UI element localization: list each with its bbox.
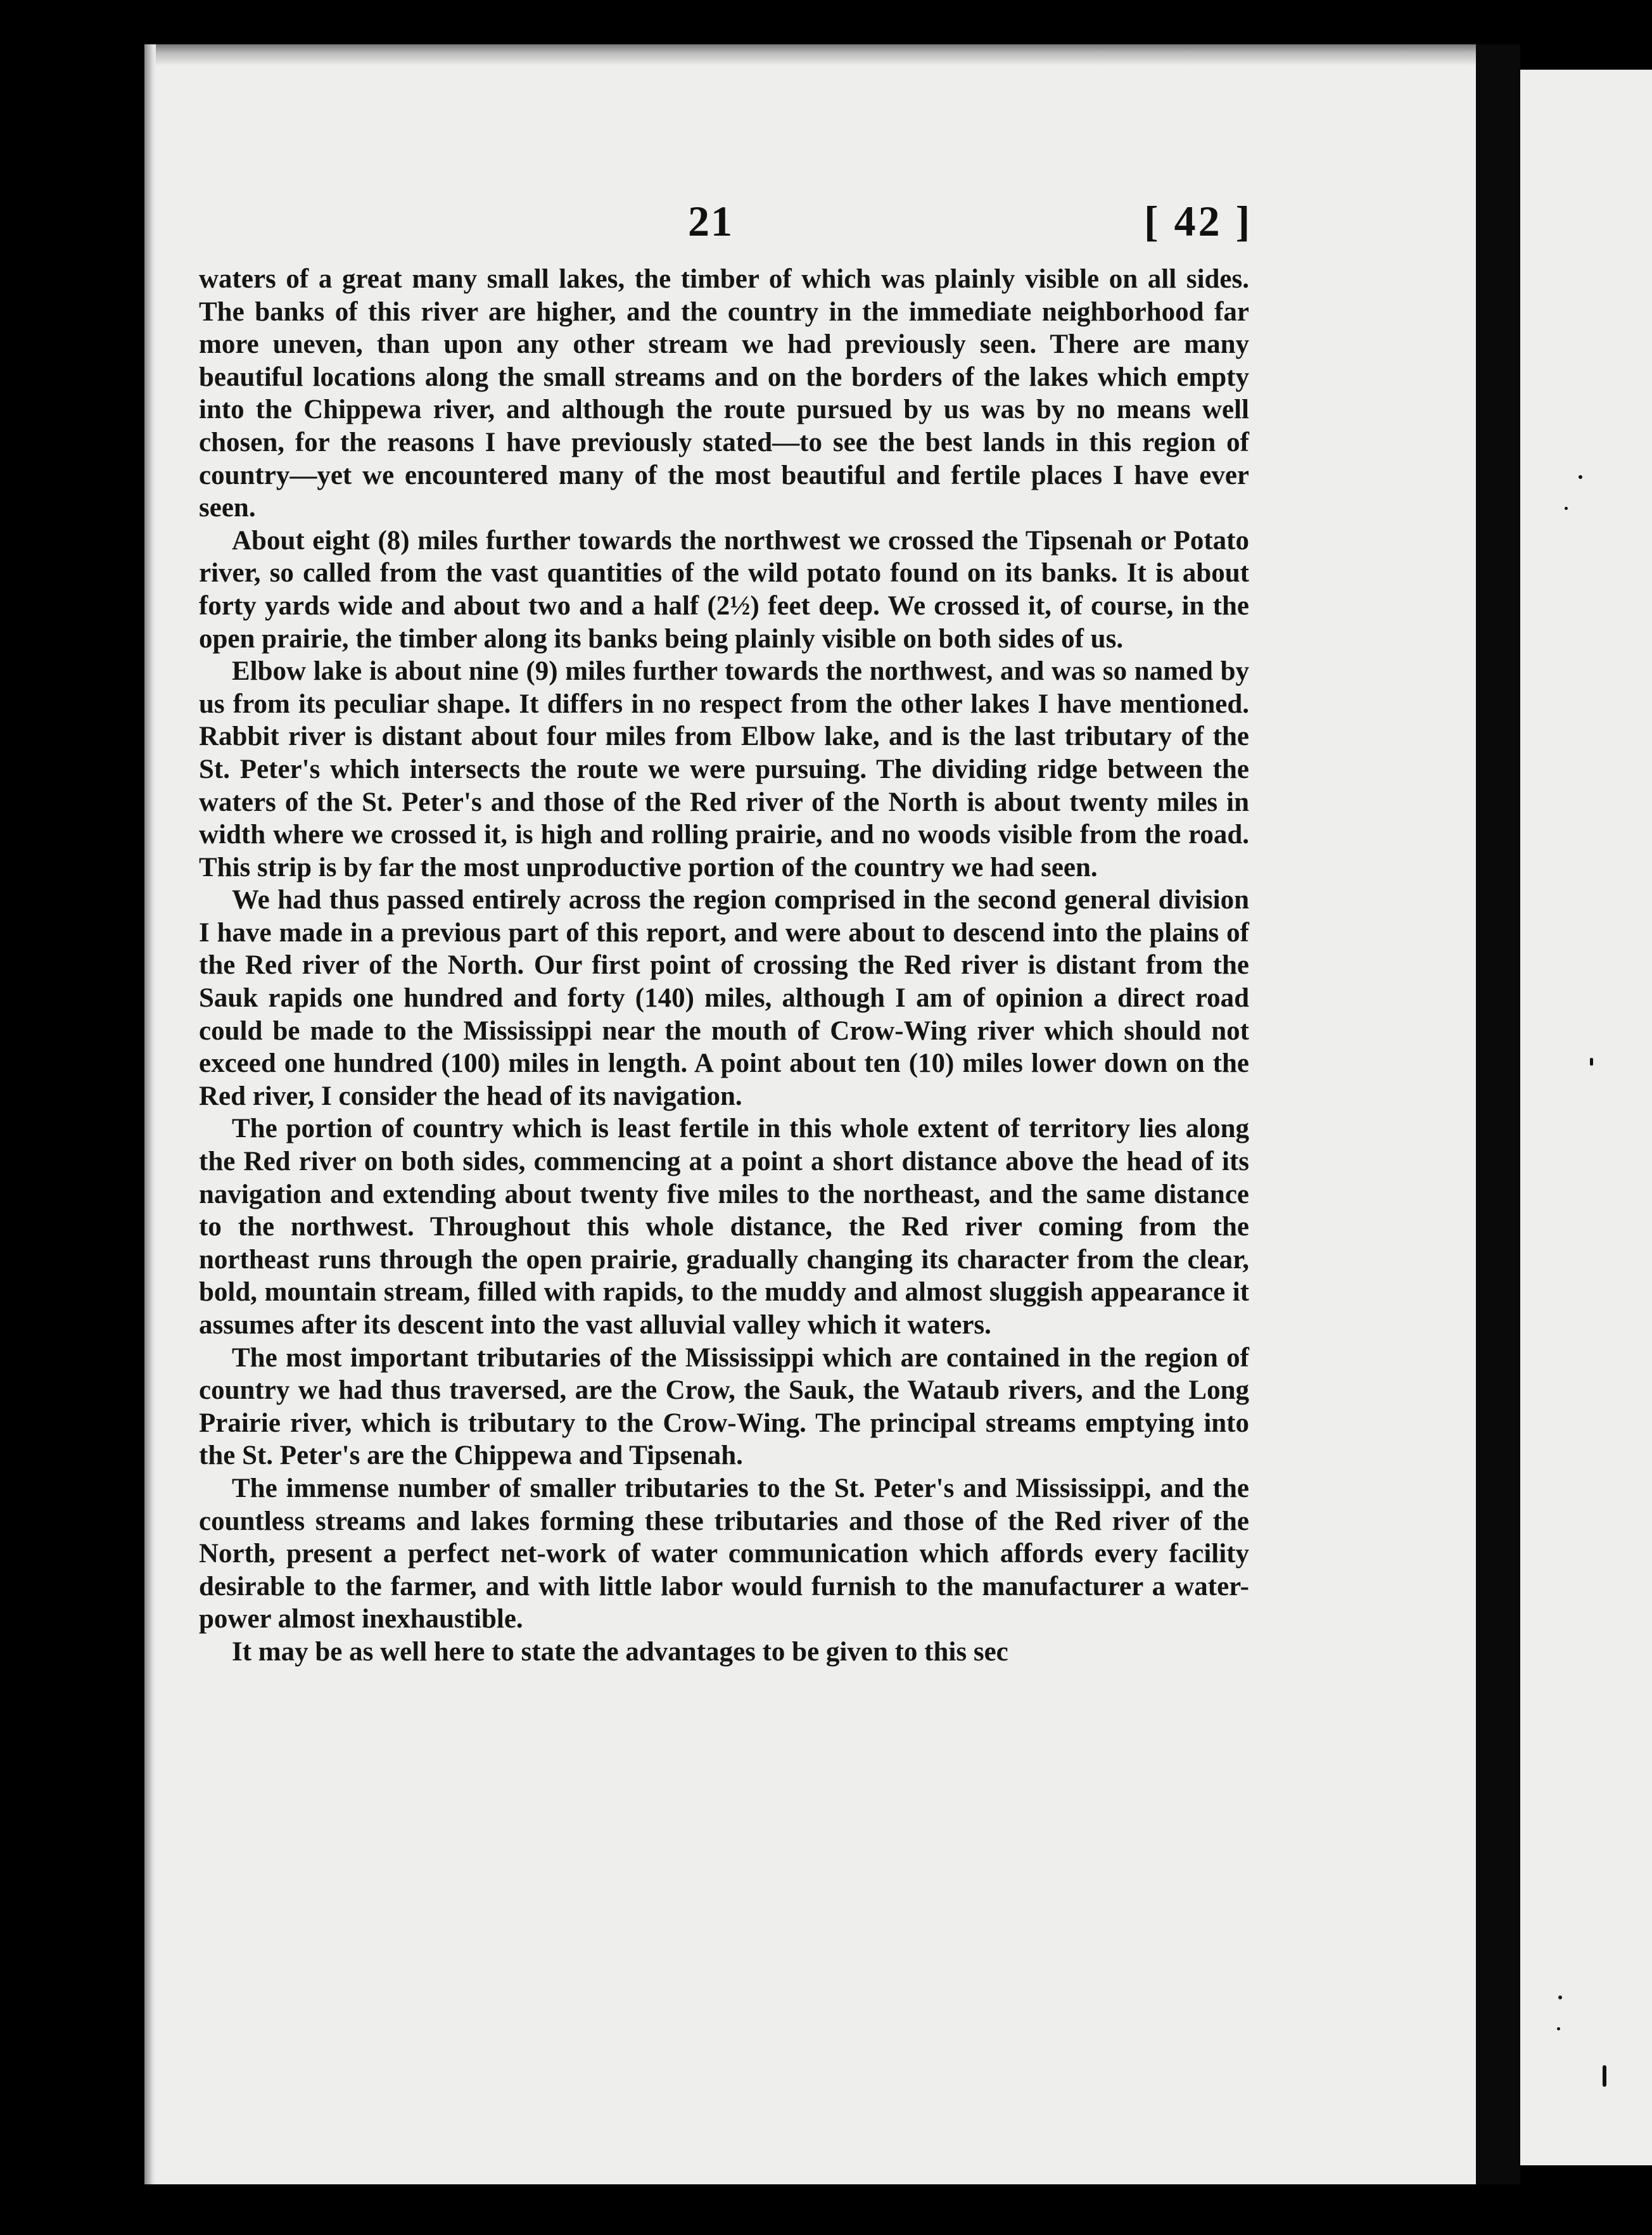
dust-speck (1603, 2065, 1606, 2087)
page-gutter (1476, 44, 1520, 2184)
page-binding-edge (144, 44, 156, 2184)
document-number: [ 42 ] (1144, 197, 1253, 245)
paragraph-4: We had thus passed entirely across the region comprised in the second general division I have made in a previous part of this report, and were about to descend into the plains of the Red river of the North. Our first point of crossing the Red river is distant from the Sauk rapids one hundred and forty (140) miles, although I am of opinion a direct road could be made to the Mississippi near the mouth of Crow-Wing river which should not exceed one hundred (100) miles in length. A point about ten (10) miles lower down on the Red river, I consider the head of its navigation. (199, 885, 1249, 1111)
paragraph-2: About eight (8) miles further towards the northwest we crossed the Tipsenah or Potato river, so called from the vast quantities of the wild potato found on its banks. It is about forty yards wide and about two and a half (2½) feet deep. We crossed it, of course, in the open prairie, the timber along its banks being plainly visible on both sides of us. (199, 525, 1249, 654)
page-header (144, 196, 1476, 260)
page-top-shadow (144, 44, 1476, 66)
paragraph-3: Elbow lake is about nine (9) miles further towards the northwest, and was so named by us from its peculiar shape. It differs in no respect from the other lakes I have mentioned. Rabbit river is distant about four miles from Elbow lake, and is the last tributary of the St. Peter's which intersects the route we were pursuing. The dividing ridge between the waters of the St. Peter's and those of the Red river of the North is about twenty miles in width where we crossed it, is high and rolling prairie, and no woods visible from the road. This strip is by far the most unproductive portion of the country we had seen. (199, 656, 1249, 882)
dust-speck (1565, 507, 1568, 510)
body-text (199, 263, 1249, 1669)
dust-speck (1557, 2027, 1560, 2030)
dust-speck (1558, 1996, 1562, 1999)
book-page (144, 44, 1476, 2184)
paragraph-8: It may be as well here to state the advantages to be given to this sec (232, 1636, 1008, 1667)
paragraph-7: The immense number of smaller tributaries to the St. Peter's and Mississippi, and the countless streams and lakes forming these tributaries and those of the Red river of the North, present a perfect net-work of water communication which affords every facility desirable to the farmer, and with little labor would furnish to the manufacturer a water-power almost inexhaustible. (199, 1473, 1249, 1634)
adjacent-page-edge (1520, 70, 1652, 2165)
dust-speck (1579, 475, 1582, 479)
dust-speck (1590, 1058, 1593, 1066)
paragraph-6: The most important tributaries of the Mississippi which are contained in the region of country we had thus traversed, are the Crow, the Sauk, the Wataub rivers, and the Long Prairie river, which is tributary to the Crow-Wing. The principal streams emptying into the St. Peter's are the Chippewa and Tipsenah. (199, 1342, 1249, 1471)
paragraph-5: The portion of country which is least fertile in this whole extent of territory lies along the Red river on both sides, commencing at a point a short distance above the head of its navigation and extending about twenty five miles to the northeast, and the same distance to the northwest. Throughout this whole distance, the Red river coming from the northeast runs through the open prairie, gradually changing its character from the clear, bold, mountain stream, filled with rapids, to the muddy and almost sluggish appearance it assumes after its descent into the vast alluvial valley which it waters. (199, 1114, 1249, 1340)
paragraph-1: waters of a great many small lakes, the timber of which was plainly visible on all sides. The banks of this river are higher, and the country in the immediate neighborhood far more uneven, than upon any other stream we had previously seen. There are many beautiful locations along the small streams and on the borders of the lakes which empty into the Chippewa river, and although the route pursued by us was by no means well chosen, for the reasons I have previously stated—to see the best lands in this region of country—yet we encountered many of the most beautiful and fertile places I have ever seen. (199, 264, 1249, 523)
page-number: 21 (688, 197, 734, 245)
